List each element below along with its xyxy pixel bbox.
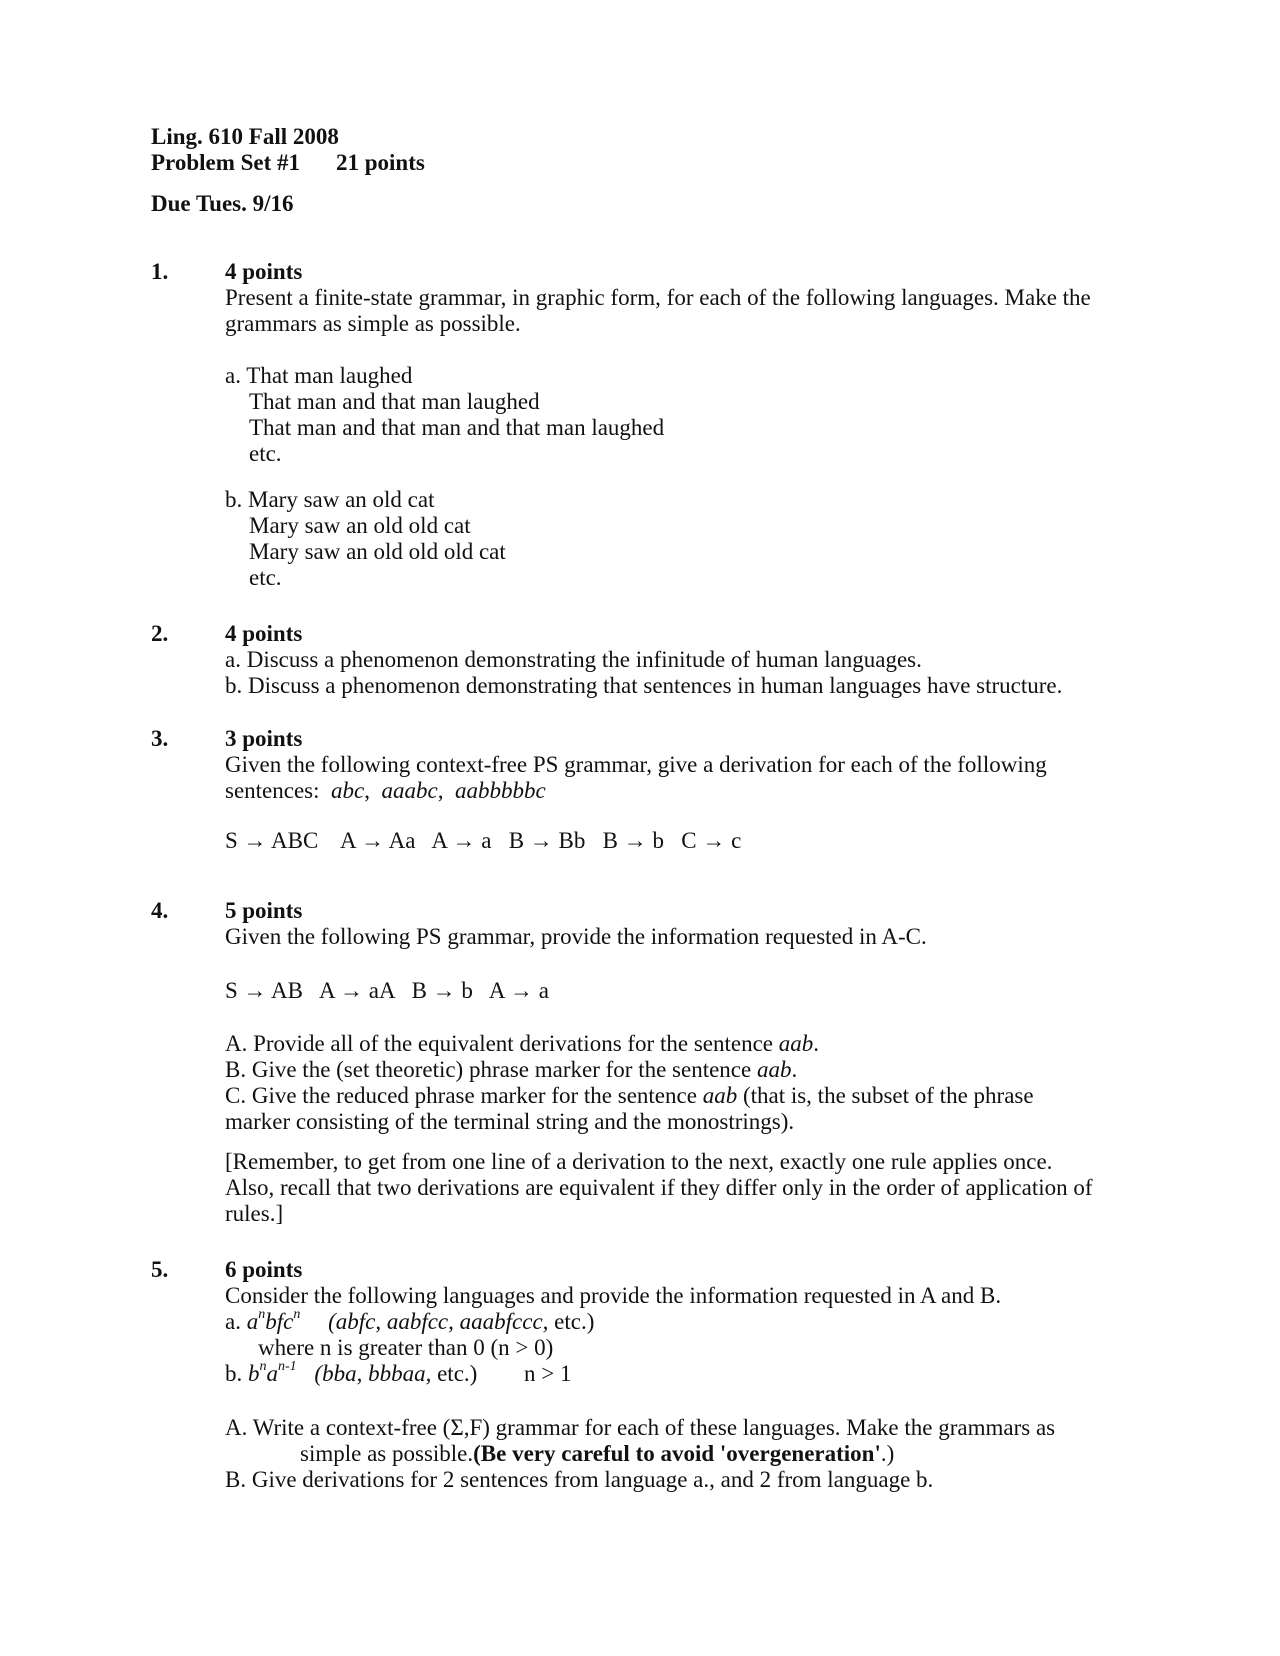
due-date: Due Tues. 9/16 <box>151 191 294 216</box>
q5-a-formula-base2: bfc <box>265 1309 294 1334</box>
q3-number: 3. <box>151 726 169 751</box>
q5-intro: Consider the following languages and provide the information requested in A and B. <box>225 1283 1002 1308</box>
q4-part-c <box>225 1083 1034 1109</box>
q5-b-etc: etc.) <box>431 1361 478 1386</box>
q4-c-text: C. Give the reduced phrase marker for the sentence <box>225 1083 703 1108</box>
q3-sentence-1: abc <box>331 778 365 803</box>
q4-part-a <box>225 1031 819 1057</box>
q1-b-etc: etc. <box>249 565 282 590</box>
q4-note-line1: [Remember, to get from one line of a derivation to the next, exactly one rule applies once. <box>225 1149 1053 1174</box>
q5-a-etc: etc.) <box>548 1309 595 1334</box>
q1-a-line3: That man and that man and that man laughed <box>249 415 665 440</box>
q4-c-rest: (that is, the subset of the phrase <box>737 1083 1034 1108</box>
q4-part-b <box>225 1057 797 1083</box>
q5-b-formula-base2: a <box>266 1361 278 1386</box>
q2-number: 2. <box>151 621 169 646</box>
q3-rules: S → ABC A → Aa A → a B → Bb B → b C → c <box>225 828 742 853</box>
q5-a-formula-exp2: n <box>293 1307 301 1323</box>
q5-number: 5. <box>151 1257 169 1282</box>
q5-b-formula-base1: b <box>248 1361 260 1386</box>
q5-a-examples: (abfc, aabfcc, aaabfccc, <box>328 1309 549 1334</box>
q2-points: 4 points <box>225 621 303 646</box>
q1-a-etc: etc. <box>249 441 282 466</box>
q5-b-condition: n > 1 <box>524 1361 572 1386</box>
q5-part-b: B. Give derivations for 2 sentences from language a., and 2 from language b. <box>225 1467 934 1492</box>
q4-note-line3: rules.] <box>225 1201 284 1226</box>
q4-a-end: . <box>813 1031 819 1056</box>
q4-rules: S → AB A → aA B → b A → a <box>225 978 549 1003</box>
q1-number: 1. <box>151 259 169 284</box>
q3-sentences: sentences: abc, aaabc, aabbbbbc <box>225 778 546 803</box>
q5-a-condition: where n is greater than 0 (n > 0) <box>258 1335 554 1360</box>
q5-points: 6 points <box>225 1257 303 1282</box>
q5-a-formula-exp1: n <box>258 1307 266 1323</box>
q4-note-line2: Also, recall that two derivations are equivalent if they differ only in the order of application of <box>225 1175 1093 1200</box>
q1-b-line2: Mary saw an old old cat <box>249 513 471 538</box>
q5-part-a-line1: A. Write a context-free (Σ,F) grammar for each of these languages. Make the grammars as <box>225 1415 1056 1440</box>
q4-intro: Given the following PS grammar, provide the information requested in A-C. <box>225 924 927 949</box>
q3-sentence-3: aabbbbbc <box>454 778 546 803</box>
q2-a: a. Discuss a phenomenon demonstrating the infinitude of human languages. <box>225 647 922 672</box>
q1-intro-line1: Present a finite-state grammar, in graphic form, for each of the following languages. Make the <box>225 285 1091 310</box>
q1-a-line1: a. That man laughed <box>225 363 413 388</box>
course-title: Ling. 610 Fall 2008 <box>151 124 339 149</box>
q4-part-c-line2: marker consisting of the terminal string and the monostrings). <box>225 1109 795 1134</box>
q1-b-line3: Mary saw an old old old cat <box>249 539 506 564</box>
q5-a-formula-base1: a <box>246 1309 259 1334</box>
q1-a-line2: That man and that man laughed <box>249 389 540 414</box>
q3-intro: Given the following context-free PS grammar, give a derivation for each of the following <box>225 752 1047 777</box>
q3-sentence-2: aaabc <box>381 778 438 803</box>
total-points: 21 points <box>336 150 425 175</box>
q1-points: 4 points <box>225 259 303 284</box>
q3-points: 3 points <box>225 726 303 751</box>
q1-intro-line2: grammars as simple as possible. <box>225 311 521 336</box>
q4-a-text: A. Provide all of the equivalent derivations for the sentence <box>225 1031 779 1056</box>
q4-b-end: . <box>791 1057 798 1082</box>
q5-a2-warning: (Be very careful to avoid 'overgeneration' <box>473 1441 881 1466</box>
q5-b-formula-exp2: n-1 <box>278 1359 297 1375</box>
q5-a2-end: .) <box>880 1441 895 1466</box>
q5-b-formula-exp1: n <box>259 1359 267 1375</box>
q5-b-examples: (bba, bbbaa, <box>314 1361 432 1386</box>
q4-points: 5 points <box>225 898 303 923</box>
q4-a-sentence: aab <box>778 1031 814 1056</box>
q5-a2-text: simple as possible. <box>300 1441 474 1466</box>
q1-b-line1: b. Mary saw an old cat <box>225 487 435 512</box>
q4-c-sentence: aab <box>702 1083 738 1108</box>
q3-sentences-label: sentences: <box>225 778 320 803</box>
q2-b: b. Discuss a phenomenon demonstrating that sentences in human languages have structure. <box>225 673 1063 698</box>
q5-b-label: b. <box>225 1361 248 1386</box>
q5-language-a <box>225 1309 594 1335</box>
q5-part-a-line2 <box>300 1441 894 1467</box>
problem-set-title: Problem Set #1 <box>151 150 301 175</box>
q5-language-b <box>225 1361 477 1387</box>
q4-b-text: B. Give the (set theoretic) phrase marker for the sentence <box>225 1057 757 1082</box>
q4-b-sentence: aab <box>756 1057 792 1082</box>
q5-a-label: a. <box>225 1309 247 1334</box>
q4-number: 4. <box>151 898 169 923</box>
